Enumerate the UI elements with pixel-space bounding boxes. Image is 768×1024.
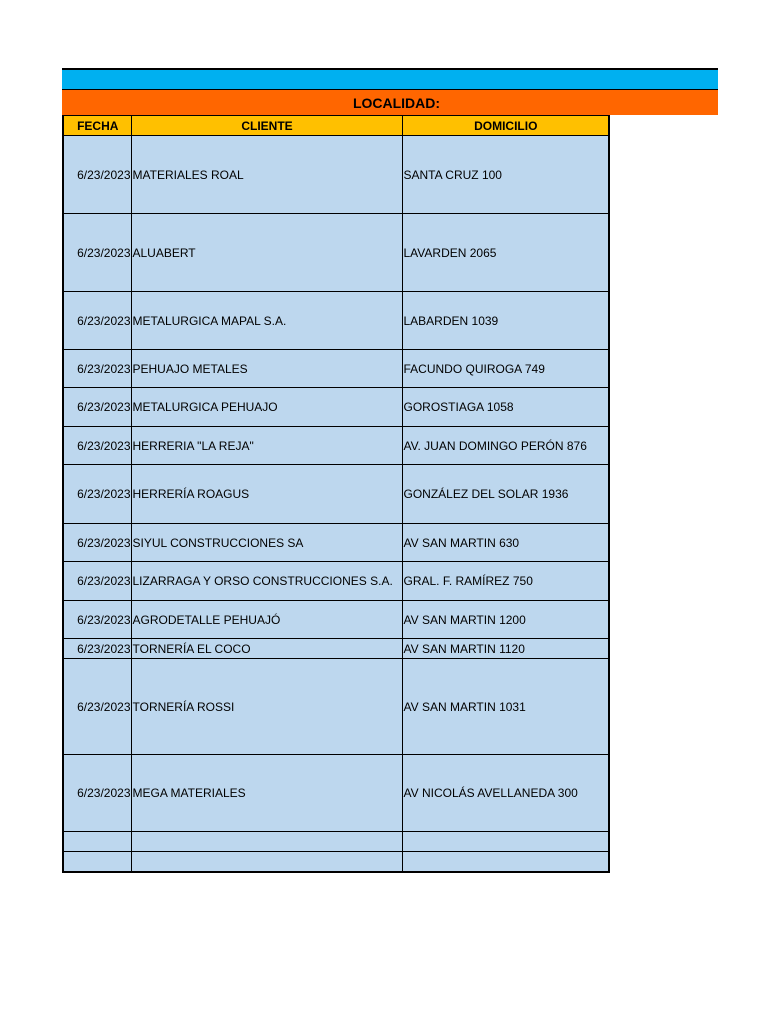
cell-domicilio[interactable]: FACUNDO QUIROGA 749 <box>402 350 609 388</box>
cell-cliente[interactable]: SIYUL CONSTRUCCIONES SA <box>131 524 402 562</box>
table-row <box>63 601 609 639</box>
cell-domicilio[interactable]: GRAL. F. RAMÍREZ 750 <box>402 562 609 601</box>
localidad-label: LOCALIDAD: <box>352 95 441 111</box>
cell-cliente[interactable]: MATERIALES ROAL <box>131 136 402 214</box>
cell-cliente[interactable]: HERRERÍA ROAGUS <box>131 465 402 524</box>
cell-cliente[interactable]: AGRODETALLE PEHUAJÓ <box>131 601 402 639</box>
table-row <box>63 292 609 350</box>
table-row <box>63 465 609 524</box>
table-row <box>63 755 609 832</box>
cell-cliente[interactable]: LIZARRAGA Y ORSO CONSTRUCCIONES S.A. <box>131 562 402 601</box>
cell-fecha[interactable]: 6/23/2023 <box>63 524 131 562</box>
cell-fecha[interactable]: 6/23/2023 <box>63 562 131 601</box>
cell-domicilio[interactable]: AV SAN MARTIN 630 <box>402 524 609 562</box>
cell-domicilio[interactable]: AV SAN MARTIN 1031 <box>402 659 609 755</box>
cell-cliente[interactable]: MEGA MATERIALES <box>131 755 402 832</box>
cell-domicilio[interactable] <box>402 852 609 872</box>
cell-cliente[interactable]: ALUABERT <box>131 214 402 292</box>
table-row <box>63 350 609 388</box>
column-header-cliente: CLIENTE <box>131 116 402 136</box>
cell-domicilio[interactable]: GOROSTIAGA 1058 <box>402 388 609 427</box>
table-row <box>63 852 609 872</box>
cell-fecha[interactable] <box>63 832 131 852</box>
cell-fecha[interactable] <box>63 852 131 872</box>
cell-cliente[interactable]: PEHUAJO METALES <box>131 350 402 388</box>
table-row <box>63 427 609 465</box>
cell-fecha[interactable]: 6/23/2023 <box>63 639 131 659</box>
cell-domicilio[interactable]: LAVARDEN 2065 <box>402 214 609 292</box>
table-row <box>63 659 609 755</box>
cell-fecha[interactable]: 6/23/2023 <box>63 465 131 524</box>
cell-domicilio[interactable]: AV SAN MARTIN 1120 <box>402 639 609 659</box>
cell-cliente[interactable]: METALURGICA MAPAL S.A. <box>131 292 402 350</box>
cell-domicilio[interactable]: LABARDEN 1039 <box>402 292 609 350</box>
cell-cliente[interactable] <box>131 852 402 872</box>
cell-cliente[interactable]: TORNERÍA ROSSI <box>131 659 402 755</box>
table-row <box>63 388 609 427</box>
cell-cliente[interactable]: HERRERIA "LA REJA" <box>131 427 402 465</box>
cell-domicilio[interactable]: AV NICOLÁS AVELLANEDA 300 <box>402 755 609 832</box>
column-header-domicilio: DOMICILIO <box>402 116 609 136</box>
table-header-row <box>63 116 609 136</box>
cell-fecha[interactable]: 6/23/2023 <box>63 136 131 214</box>
cell-domicilio[interactable]: AV. JUAN DOMINGO PERÓN 876 <box>402 427 609 465</box>
table-row <box>63 832 609 852</box>
clients-table <box>62 115 610 873</box>
cell-fecha[interactable]: 6/23/2023 <box>63 350 131 388</box>
title-band <box>62 68 718 89</box>
cell-cliente[interactable]: METALURGICA PEHUAJO <box>131 388 402 427</box>
table-row <box>63 136 609 214</box>
cell-cliente[interactable] <box>131 832 402 852</box>
cell-fecha[interactable]: 6/23/2023 <box>63 427 131 465</box>
table-row <box>63 524 609 562</box>
table-row <box>63 214 609 292</box>
column-header-fecha: FECHA <box>63 116 131 136</box>
cell-fecha[interactable]: 6/23/2023 <box>63 601 131 639</box>
cell-domicilio[interactable]: SANTA CRUZ 100 <box>402 136 609 214</box>
cell-domicilio[interactable]: GONZÁLEZ DEL SOLAR 1936 <box>402 465 609 524</box>
cell-domicilio[interactable] <box>402 832 609 852</box>
cell-cliente[interactable]: TORNERÍA EL COCO <box>131 639 402 659</box>
cell-fecha[interactable]: 6/23/2023 <box>63 755 131 832</box>
cell-fecha[interactable]: 6/23/2023 <box>63 214 131 292</box>
cell-domicilio[interactable]: AV SAN MARTIN 1200 <box>402 601 609 639</box>
table-row <box>63 562 609 601</box>
cell-fecha[interactable]: 6/23/2023 <box>63 659 131 755</box>
cell-fecha[interactable]: 6/23/2023 <box>63 388 131 427</box>
localidad-band <box>62 89 718 115</box>
cell-fecha[interactable]: 6/23/2023 <box>63 292 131 350</box>
table-row <box>63 639 609 659</box>
